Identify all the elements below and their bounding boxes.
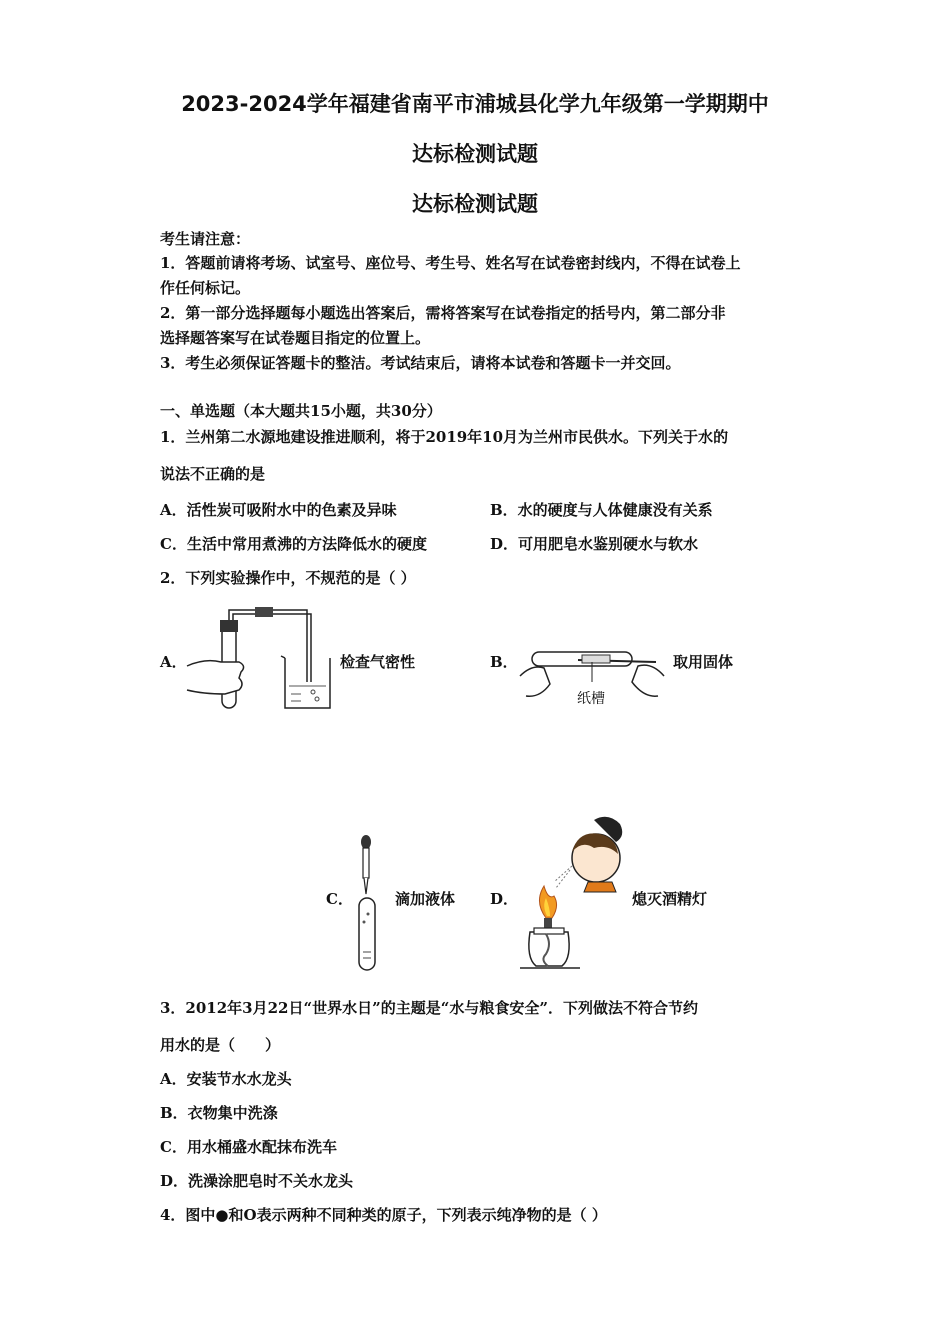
q2-option-d-label: 熄灭酒精灯	[632, 890, 708, 908]
q1-option-a: A．活性炭可吸附水中的色素及异味	[160, 501, 397, 519]
q3-stem-a: 3．2012年3月22日“世界水日”的主题是“水与粮食安全”．下列做法不符合节约	[160, 999, 699, 1017]
q2-option-a-letter: A．	[160, 653, 187, 671]
notice-item-2a: 2．第一部分选择题每小题选出答案后，需将答案写在试卷指定的括号内，第二部分非	[160, 304, 726, 322]
q1-option-b: B．水的硬度与人体健康没有关系	[490, 501, 713, 519]
q2-option-a-label: 检查气密性	[340, 653, 416, 671]
alcohol-lamp-figure	[516, 810, 636, 975]
q2-option-b-letter: B．	[490, 653, 518, 671]
q1-option-c: C．生活中常用煮沸的方法降低水的硬度	[160, 535, 427, 553]
q4-stem: 4．图中●和O表示两种不同种类的原子，下列表示纯净物的是（ ）	[160, 1206, 607, 1224]
paper-trough-caption: 纸槽	[577, 691, 605, 707]
q1-stem-b: 说法不正确的是	[160, 465, 266, 483]
title-line-3: 达标检测试题	[412, 192, 538, 216]
q3-option-d: D．洗澡涂肥皂时不关水龙头	[160, 1172, 354, 1190]
q3-stem-b: 用水的是（ ）	[160, 1036, 281, 1054]
q1-stem-a: 1．兰州第二水源地建设推进顺利，将于2019年10月为兰州市民供水。下列关于水的	[160, 428, 729, 446]
q2-option-d-letter: D．	[490, 890, 519, 908]
q2-option-b-label: 取用固体	[673, 653, 734, 671]
title-line-2: 达标检测试题	[412, 142, 538, 166]
q3-option-a: A．安装节水水龙头	[160, 1070, 292, 1088]
section-heading: 一、单选题（本大题共15小题，共30分）	[160, 402, 442, 420]
notice-item-2b: 选择题答案写在试卷题目指定的位置上。	[160, 329, 431, 347]
title-line-1: 2023-2024学年福建省南平市浦城县化学九年级第一学期期中	[181, 92, 769, 116]
notice-item-1b: 作任何标记。	[160, 279, 251, 297]
q1-option-d: D．可用肥皂水鉴别硬水与软水	[490, 535, 699, 553]
q3-option-c: C．用水桶盛水配抹布洗车	[160, 1138, 337, 1156]
notice-heading: 考生请注意：	[160, 230, 251, 248]
q2-option-c-letter: C．	[326, 890, 353, 908]
notice-item-1a: 1．答题前请将考场、试室号、座位号、考生号、姓名写在试卷密封线内，不得在试卷上	[160, 254, 741, 272]
airtightness-check-figure	[185, 604, 345, 714]
q2-stem: 2．下列实验操作中，不规范的是（ ）	[160, 569, 416, 587]
dropper-figure	[351, 834, 391, 974]
q3-option-b: B．衣物集中洗涤	[160, 1104, 278, 1122]
q2-option-c-label: 滴加液体	[395, 890, 456, 908]
notice-item-3: 3．考生必须保证答题卡的整洁。考试结束后，请将本试卷和答题卡一并交回。	[160, 354, 681, 372]
